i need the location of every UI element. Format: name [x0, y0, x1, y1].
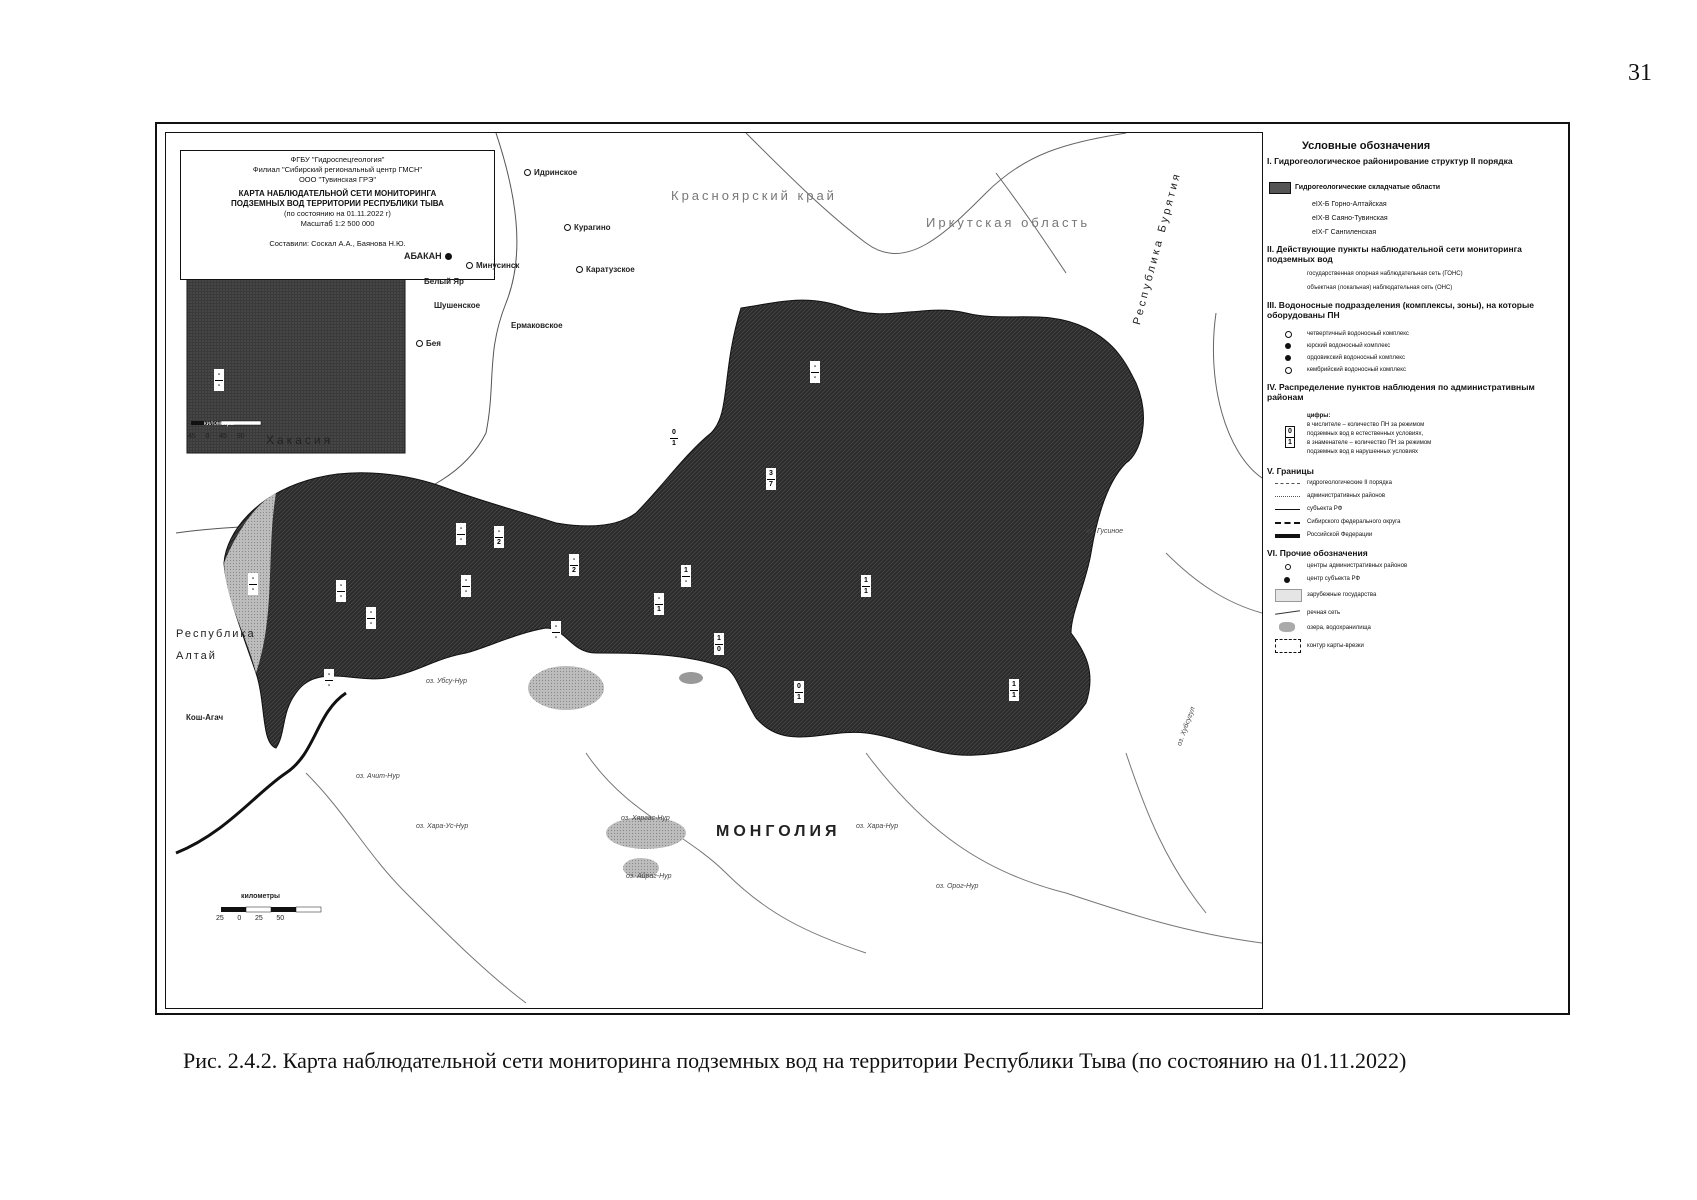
town-minusinsk: Минусинск	[466, 261, 519, 270]
fold-area-swatch-icon	[1269, 182, 1291, 194]
inset-date: (по состоянию на 01.11.2022 г)	[284, 209, 391, 218]
district-count: - 1	[654, 593, 664, 615]
cambrian-icon	[1285, 367, 1292, 374]
inset-title2: ПОДЗЕМНЫХ ВОД ТЕРРИТОРИИ РЕСПУБЛИКИ ТЫВА	[231, 199, 444, 208]
map-scale-tick: 25	[254, 915, 263, 922]
quaternary-icon	[1285, 331, 1292, 338]
district-count: $\frac{3}{7}$	[766, 468, 776, 490]
foreign-states-swatch-icon	[1275, 589, 1302, 602]
lake-label: оз. Хара-Нур	[856, 823, 899, 830]
map-scale-ticks	[216, 915, 284, 922]
region-krasnoyarsk: Красноярский край	[671, 188, 837, 203]
legend-sec6-item: озера, водохранилища	[1307, 625, 1371, 631]
lake-label: оз. Гусиное	[1086, 528, 1123, 535]
district-count: - 2	[569, 554, 579, 576]
town-dot-icon	[524, 169, 531, 176]
town-dot-icon	[576, 266, 583, 273]
legend-sec2-item: объектная (локальная) наблюдательная сеть (ОНС)	[1307, 285, 1453, 291]
district-count: - 2	[494, 526, 504, 548]
legend	[1267, 134, 1567, 1004]
legend-sec3-item: ордовикский водоносный комплекс	[1307, 355, 1405, 361]
legend-sec2-item: государственная опорная наблюдательная сеть (ГОНС)	[1307, 271, 1463, 277]
district-count: $\frac{0}{1}$	[669, 427, 679, 449]
lake-label: оз. Хубсугул	[1176, 706, 1197, 747]
sfo-border-icon	[1275, 522, 1300, 524]
lake-label: оз. Орог-Нур	[936, 883, 979, 890]
river-line	[586, 753, 866, 953]
legend-sec3-item: юрский водоносный комплекс	[1307, 343, 1391, 349]
district-count: $\frac{0}{1}$	[794, 681, 804, 703]
legend-sec4-line: в числителе – количество ПН за режимом	[1307, 422, 1425, 428]
region-mongolia: МОНГОЛИЯ	[716, 823, 841, 840]
legend-sec4-line: цифры:	[1307, 413, 1331, 419]
town-karatuzskoe: Каратузское	[576, 265, 635, 274]
legend-sec1-item: Гидрогеологические складчатые области	[1295, 184, 1441, 191]
legend-sec5-item: Сибирского федерального округа	[1307, 519, 1401, 525]
lake-label: оз. Хара-Ус-Нур	[416, 823, 469, 830]
figure-caption: Рис. 2.4.2. Карта наблюдательной сети мониторинга подземных вод на территории Республики Тыва (по состоянию на 01.11.2022)	[183, 1048, 1407, 1073]
legend-sec5-item: административных районов	[1307, 493, 1386, 499]
lake-swatch-icon	[1279, 622, 1295, 632]
district-count: - -	[551, 621, 561, 643]
capital-dot-icon	[445, 253, 452, 260]
district-count: - -	[461, 575, 471, 597]
legend-sec6-item: центр субъекта РФ	[1307, 576, 1361, 582]
legend-sec5-item: Российской Федерации	[1307, 532, 1373, 538]
inset-org1: ФГБУ "Гидроспецгеология"	[290, 155, 385, 164]
town-dot-icon	[564, 224, 571, 231]
river-line	[866, 753, 1262, 943]
map-scale-tick: 25	[216, 915, 224, 922]
legend-sec1-sub: eIX-Г Сангиленская	[1312, 229, 1377, 236]
map-scale-tick: 50	[276, 915, 285, 922]
figure-frame	[155, 122, 1570, 1015]
town-ermakovskoe: Ермаковское	[511, 321, 563, 330]
legend-sec6: VI. Прочие обозначения	[1267, 548, 1368, 558]
district-count: - -	[214, 369, 224, 391]
legend-sec1-sub: eIX-В Саяно-Тувинская	[1312, 215, 1388, 222]
inset-org2: Филиал "Сибирский региональный центр ГМСН"	[252, 165, 423, 174]
legend-sec5-item: субъекта РФ	[1307, 506, 1343, 512]
district-count: - -	[324, 669, 334, 691]
inset-contour-icon	[1275, 639, 1301, 653]
inset-title1: КАРТА НАБЛЮДАТЕЛЬНОЙ СЕТИ МОНИТОРИНГА	[238, 189, 437, 198]
map-area	[165, 132, 1263, 1009]
district-border-icon	[1275, 496, 1300, 497]
lake-label: оз. Хяргас-Нур	[621, 815, 670, 822]
map-scale-bar	[246, 907, 271, 912]
legend-sec5-item: гидрогеологические II порядка	[1307, 480, 1392, 486]
river-network-icon	[1275, 610, 1300, 614]
map-scale-bar	[296, 907, 321, 912]
legend-sec2: II. Действующие пункты наблюдательной сети мониторинга подземных вод	[1267, 244, 1522, 264]
district-center-icon	[1285, 564, 1291, 570]
inset-scale: Масштаб 1:2 500 000	[300, 219, 375, 228]
town-beya: Бея	[416, 339, 441, 348]
legend-sec1-sub: eIX-Б Горно-Алтайская	[1312, 201, 1387, 208]
district-count: - -	[810, 361, 820, 383]
legend-title: Условные обозначения	[1302, 140, 1431, 152]
lake-shape	[528, 666, 604, 710]
inset-authors: Составили: Соскал А.А., Баянова Н.Ю.	[269, 239, 406, 248]
map-scale-label: километры	[241, 893, 281, 900]
legend-sec4-line: в знаменателе – количество ПН за режимом	[1307, 440, 1432, 446]
legend-sec3-item: четвертичный водоносный комплекс	[1307, 331, 1409, 337]
town-shushenskoe: Шушенское	[434, 301, 481, 310]
subject-center-icon	[1284, 577, 1290, 583]
region-border	[1213, 313, 1262, 478]
town-abakan: АБАКАН	[404, 251, 455, 261]
town-dot-icon	[466, 262, 473, 269]
district-count: - -	[366, 607, 376, 629]
district-count: - -	[456, 523, 466, 545]
lake-shape	[679, 672, 703, 684]
district-count: 1 -	[681, 565, 691, 587]
subject-border-icon	[1275, 509, 1300, 510]
town-kosh-agach: Кош-Агач	[186, 713, 224, 722]
district-count: $\frac{1}{1}$	[1009, 679, 1019, 701]
inset-org3: ООО "Тувинская ГРЭ"	[298, 175, 377, 184]
legend-sec6-item: контур карты-врезки	[1307, 643, 1364, 649]
legend-sec3-item: кембрийский водоносный комплекс	[1307, 367, 1406, 373]
legend-sec1: I. Гидрогеологическое районирование структур II порядка	[1267, 156, 1513, 166]
legend-sec3: III. Водоносные подразделения (комплексы, зоны), на которые оборудованы ПН	[1267, 300, 1534, 320]
town-dot-icon	[416, 340, 423, 347]
legend-fraction-icon: $\frac{0}{1}$	[1285, 426, 1295, 448]
legend-sec4-line: подземных вод в естественных условиях,	[1307, 431, 1424, 437]
inset-scale-label: километры	[204, 421, 235, 427]
lake-label: оз. Айраг-Нур	[626, 873, 672, 880]
legend-sec5: V. Границы	[1267, 466, 1314, 476]
district-count: $\frac{1}{0}$	[714, 633, 724, 655]
jurassic-icon	[1285, 343, 1291, 349]
town-idrinskoe: Идринское	[524, 168, 577, 177]
river-line	[1126, 753, 1206, 913]
river-line	[306, 773, 526, 1003]
inset-scale-tick: 45	[219, 433, 227, 440]
inset-scale-tick: 0	[205, 433, 210, 440]
town-bely-yar: Белый Яр	[424, 277, 464, 286]
rf-border-icon	[1275, 534, 1300, 538]
legend-sec4-line: подземных вод в нарушенных условиях	[1307, 449, 1419, 455]
district-count: - -	[336, 580, 346, 602]
region-irkutsk: Иркутская область	[926, 215, 1091, 230]
lake-label: оз. Ачит-Нур	[356, 773, 400, 780]
page-number: 31	[1628, 60, 1652, 86]
region-buryatia: Республика Бурятия	[1131, 170, 1184, 327]
inset-scale-tick: 45	[188, 433, 196, 440]
inset-scale-tick: 90	[236, 433, 245, 440]
map-scale-tick: 0	[237, 915, 242, 922]
district-count: - -	[248, 573, 258, 595]
river-line	[1166, 553, 1262, 613]
inset-scale-ticks	[188, 433, 245, 440]
legend-sec6-item: зарубежные государства	[1307, 592, 1377, 598]
ordovician-icon	[1285, 355, 1291, 361]
region-khakassia: Хакасия	[266, 433, 334, 447]
legend-sec4: IV. Распределение пунктов наблюдения по административным районам	[1267, 382, 1535, 402]
region-altai: Республика Алтай	[176, 628, 256, 662]
hydro-border-icon	[1275, 483, 1300, 484]
lake-label: оз. Убсу-Нур	[426, 678, 468, 685]
legend-sec6-item: центры административных районов	[1307, 563, 1408, 569]
legend-sec6-item: речная сеть	[1307, 610, 1341, 616]
town-kuragino: Курагино	[564, 223, 611, 232]
district-count: $\frac{1}{1}$	[861, 575, 871, 597]
